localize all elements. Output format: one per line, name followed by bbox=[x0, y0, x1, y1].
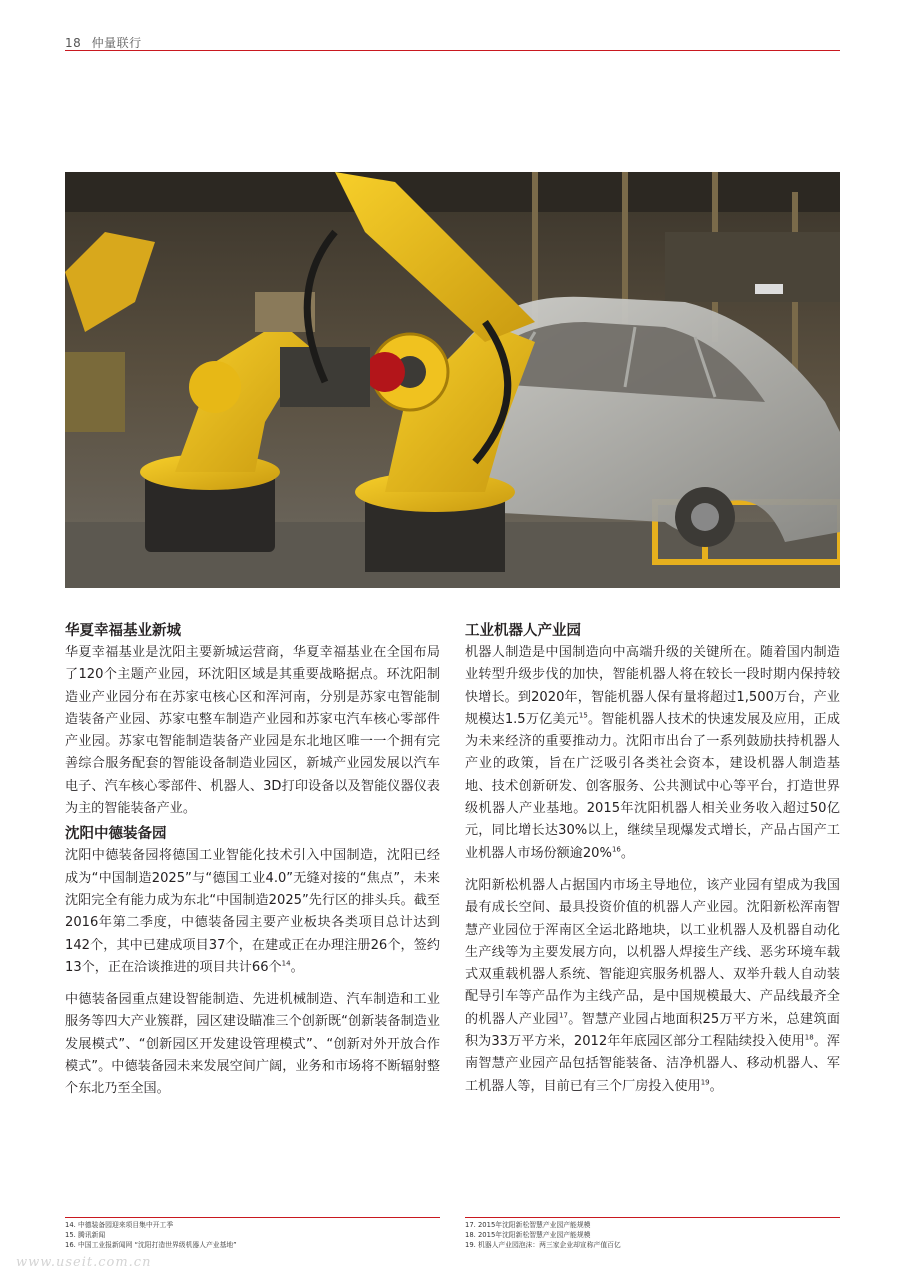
footnote-divider-left bbox=[65, 1217, 440, 1218]
footnotes-left bbox=[65, 1221, 440, 1250]
footnote-divider-right bbox=[465, 1217, 840, 1218]
section-title-huaxia: 华夏幸福基业新城 bbox=[65, 623, 181, 639]
footnote-ref-16[interactable]: 16 bbox=[611, 845, 621, 854]
left-column bbox=[65, 620, 440, 1111]
paragraph-robot-2: 沈阳新松机器人占据国内市场主导地位，该产业园有望成为我国最有成长空间、最具投资价值的机器人产业园。沈阳新松浑南智慧产业园位于浑南区全运北路地块，以工业机器人及机器自动化生产线等为主要发展方向，以机器人焊接生产线、恶劣环境车载式双重载机器人系统、智能迎宾服务机器人、双举升载人自动装配导引车等产品作为主线产品，是中国规模最大、产品线最齐全的机器人产业园$^{17}$。智慧产业园占地面积25万平方米，总建筑面积为33万平方米，2012年年底园区部分工程陆续投入使用$^{18}$。浑南智慧产业园产品包括智能装备、洁净机器人、移动机器人、军工机器人等，目前已有三个厂房投入使用$^{19}$。 bbox=[465, 877, 841, 1094]
footnote-ref-18[interactable]: 18 bbox=[804, 1033, 814, 1042]
footnotes-right bbox=[465, 1221, 840, 1250]
footnote-ref-15[interactable]: 15 bbox=[578, 711, 588, 720]
industrial-robot-photo bbox=[65, 172, 840, 588]
paragraph-zhongde-1: 沈阳中德装备园将德国工业智能化技术引入中国制造，沈阳已经成为“中国制造2025”与“德国工业4.0”无缝对接的“焦点”，未来沈阳完全有能力成为东北“中国制造2025”先行区的排头兵。截至2016年第二季度，中德装备园主要产业板块各类项目总计达到142个，其中已建成项目37个，在建或正在办理注册26个，签约13个，正在洽谈推进的项目共计66个$^{14}$。 bbox=[65, 848, 440, 975]
footnote-16: 16. 中国工业报新闻网 “沈阳打造世界级机器人产业基地” bbox=[65, 1240, 237, 1249]
paragraph-huaxia: 华夏幸福基业是沈阳主要新城运营商，华夏幸福基业在全国布局了120个主题产业园，环沈阳区域是其重要战略据点。环沈阳制造业产业园分布在苏家屯核心区和浑河南，分别是苏家屯智能制造装备产业园、苏家屯整车制造产业园和苏家屯汽车核心零部件产业园。苏家屯智能制造装备产业园是东北地区唯一一个拥有完善综合服务配套的智能设备制造业园区，新城产业园发展以汽车电子、汽车核心零部件、机器人、3D打印设备以及智能仪器仪表为主的智能装备产业。 bbox=[65, 645, 440, 817]
footnote-14: 14. 中德装备园迎来项目集中开工季 bbox=[65, 1221, 174, 1229]
paragraph-robot-1: 机器人制造是中国制造向中高端升级的关键所在。随着国内制造业转型升级步伐的加快，智能机器人将在较长一段时期内保持较快增长。到2020年，智能机器人保有量将超过1,500万台，产业规模达1.5万亿美元$^{15}$。智能机器人技术的快速发展及应用，正成为未来经济的重要推动力。沈阳市出台了一系列鼓励扶持机器人产业的政策，旨在广泛吸引各类社会资本，建设机器人制造基地、技术创新研发、创客服务、公共测试中心等平台，打造世界级机器人产业基地。2015年沈阳机器人相关业务收入超过50亿元，同比增长达30%以上，继续呈现爆发式增长，产品占国产工业机器人市场份额逾20%$^{16}$。 bbox=[465, 645, 840, 861]
header-divider bbox=[65, 50, 840, 51]
page-number: 18 bbox=[65, 36, 82, 50]
footnote-ref-19[interactable]: 19 bbox=[700, 1078, 710, 1087]
robot-illustration-icon bbox=[65, 172, 840, 588]
footnote-17: 17. 2015年沈阳新松智慧产业园产能规模 bbox=[465, 1221, 591, 1229]
footnote-18: 18. 2015年沈阳新松智慧产业园产能规模 bbox=[465, 1230, 591, 1239]
paragraph-zhongde-2: 中德装备园重点建设智能制造、先进机械制造、汽车制造和工业服务等四大产业簇群，园区建设瞄准三个创新既“创新装备制造业发展模式”、“创新园区开发建设管理模式”、“创新对外开放合作模式”。中德装备园未来发展空间广阔，业务和市场将不断辐射整个东北乃至全国。 bbox=[65, 992, 440, 1097]
footnote-15: 15. 腾讯新闻 bbox=[65, 1230, 106, 1239]
watermark: www.useit.com.cn bbox=[16, 1255, 152, 1270]
footnote-ref-17[interactable]: 17 bbox=[558, 1011, 568, 1020]
brand-name: 仲量联行 bbox=[91, 36, 142, 50]
section-title-robot-park: 工业机器人产业园 bbox=[465, 623, 581, 639]
footnote-ref-14[interactable]: 14 bbox=[281, 959, 291, 968]
section-title-zhongde: 沈阳中德装备园 bbox=[65, 826, 167, 843]
footnote-19: 19. 机器人产业园泡沫：两三家企业却宣称产值百亿 bbox=[465, 1240, 621, 1249]
right-column bbox=[465, 620, 840, 1108]
